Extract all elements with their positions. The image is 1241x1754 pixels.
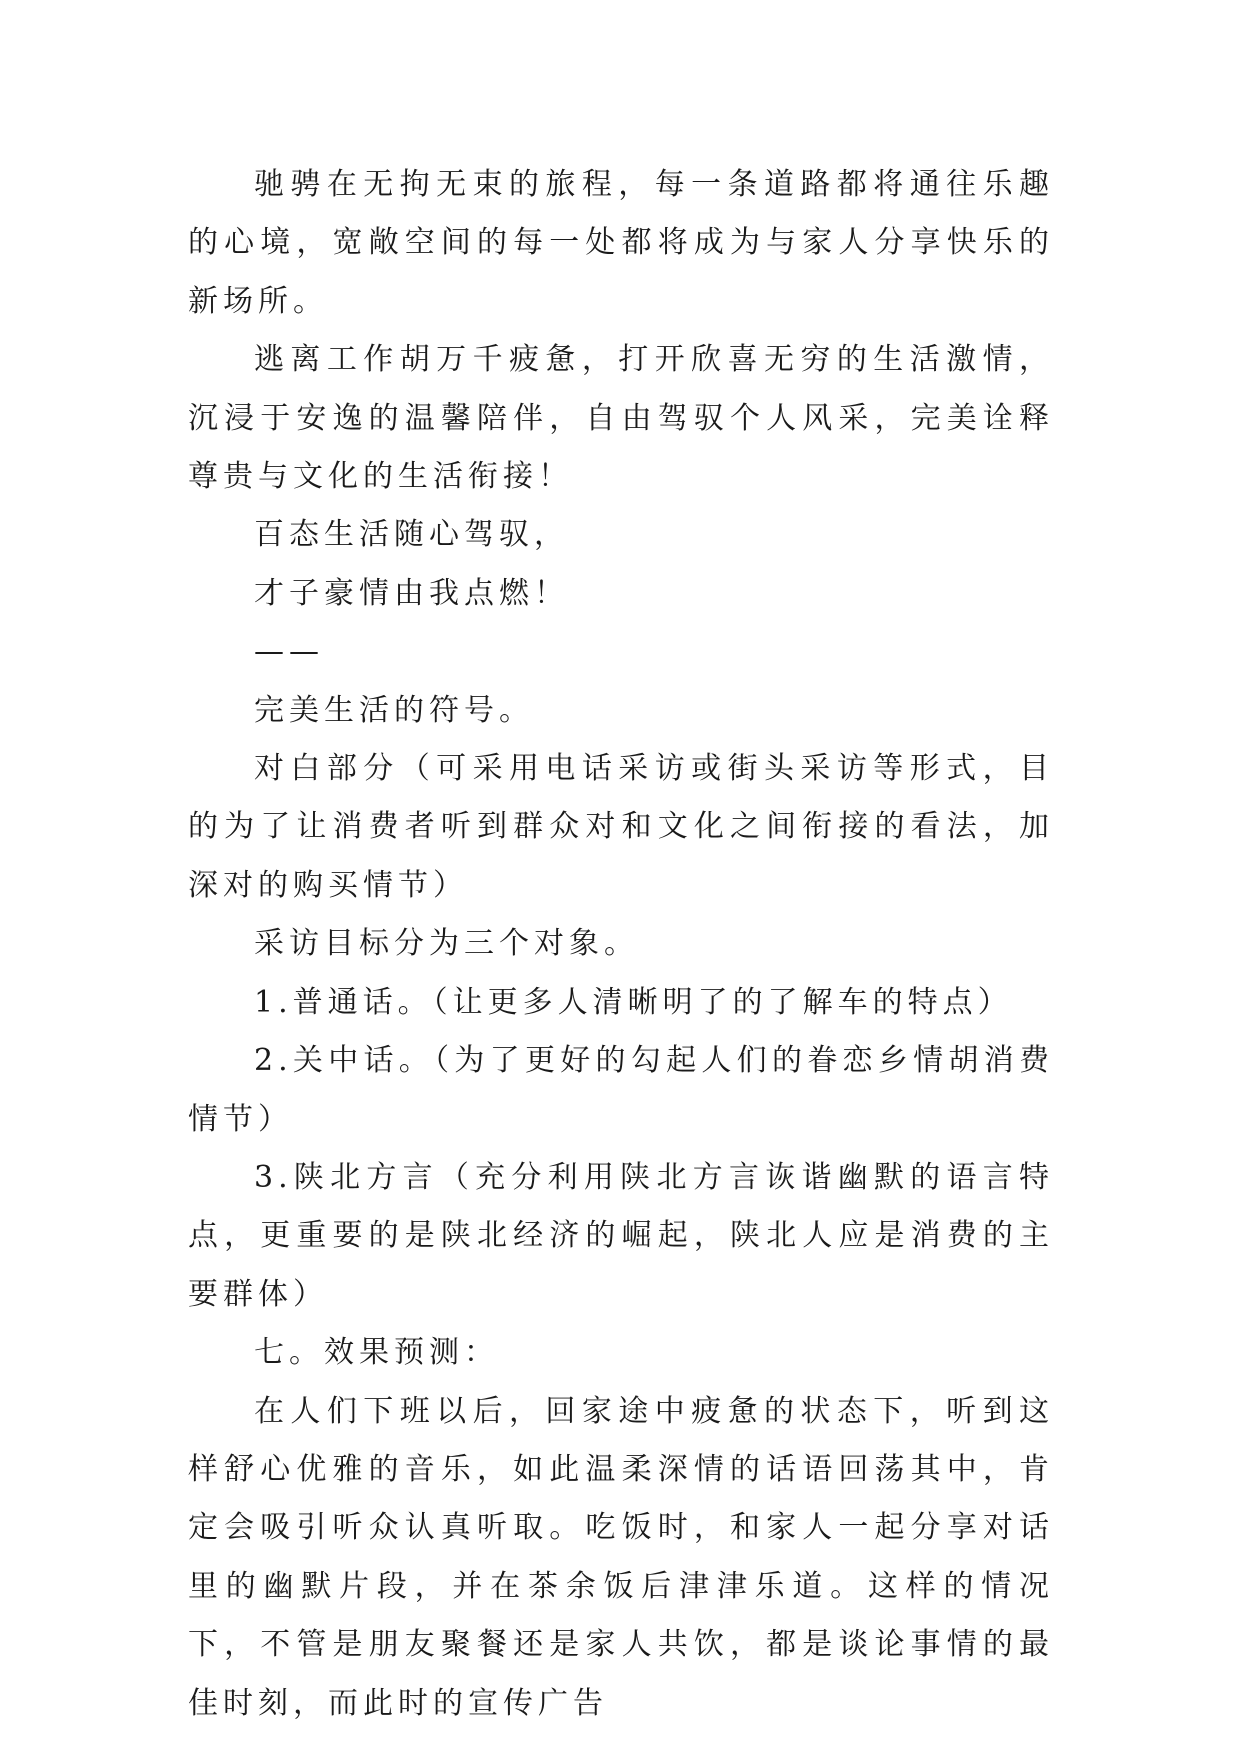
document-body — [188, 156, 1054, 1733]
list-item-guanzhong: 2.关中话。（为了更好的勾起人们的眷恋乡情胡消费情节） — [188, 1043, 1054, 1137]
dash-separator: —— — [254, 634, 324, 670]
paragraph-interview-targets: 采访目标分为三个对象。 — [254, 926, 639, 962]
paragraph-intro: 驰骋在无拘无束的旅程，每一条道路都将通往乐趣的心境，宽敞空间的每一处都将成为与家人分享快乐的新场所。 — [188, 167, 1054, 319]
slogan-line-1: 百态生活随心驾驭， — [254, 517, 569, 553]
list-item-mandarin: 1.普通话。（让更多人清晰明了的了解车的特点） — [254, 984, 1013, 1020]
paragraph-escape-work: 逃离工作胡万千疲惫，打开欣喜无穷的生活激情，沉浸于安逸的温馨陪伴，自由驾驭个人风采，完美诠释尊贵与文化的生活衔接！ — [188, 342, 1054, 495]
paragraph-effect-forecast: 在人们下班以后，回家途中疲惫的状态下，听到这样舒心优雅的音乐，如此温柔深情的话语回荡其中，肯定会吸引听众认真听取。吃饭时，和家人一起分享对话里的幽默片段，并在茶余饭后津津乐道。这样的情况下，不管是朋友聚餐还是家人共饮，都是谈论事情的最佳时刻，而此时的宣传广告 — [188, 1393, 1054, 1721]
slogan-line-2: 才子豪情由我点燃！ — [254, 575, 569, 611]
slogan-symbol: 完美生活的符号。 — [254, 692, 534, 728]
list-item-shaanbei: 3.陕北方言（充分利用陕北方言诙谐幽默的语言特点，更重要的是陕北经济的崛起，陕北人应是消费的主要群体） — [188, 1159, 1054, 1312]
paragraph-dialogue-section: 对白部分（可采用电话采访或街头采访等形式，目的为了让消费者听到群众对和文化之间衔接的看法，加深对的购买情节） — [188, 751, 1054, 903]
section-heading-effect-forecast: 七。效果预测： — [254, 1335, 499, 1371]
